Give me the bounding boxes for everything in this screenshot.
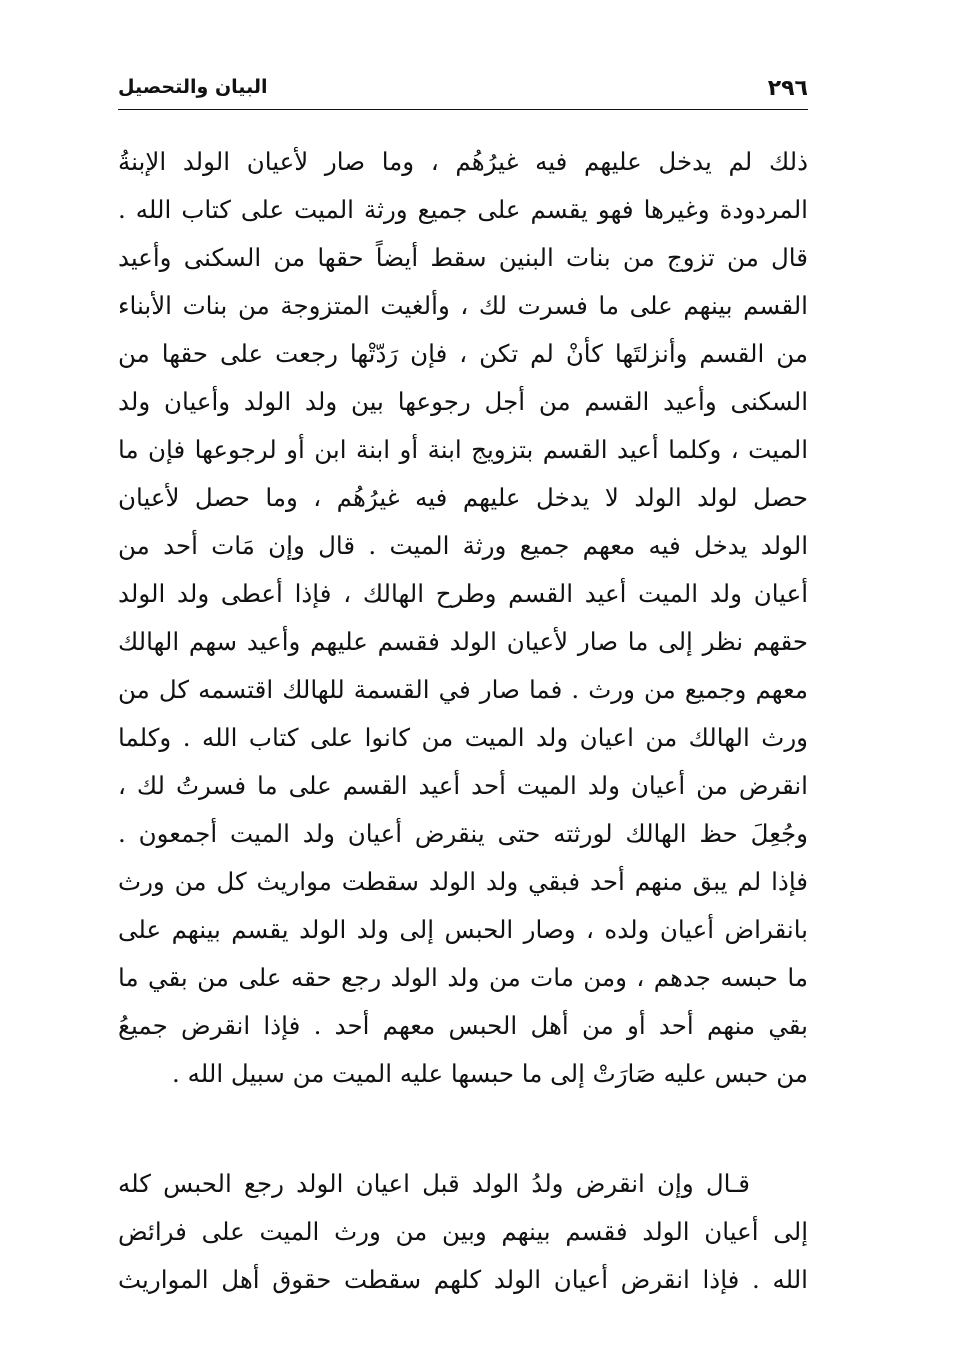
- text-line: الولد يدخل فيه معهم جميع ورثة الميت . قال وإن مَات أحد من: [118, 531, 808, 560]
- text-line: أعيان ولد الميت أعيد القسم وطرح الهالك ، فإذا أعطى ولد الولد: [118, 579, 808, 608]
- running-title: البيان والتحصيل: [118, 76, 268, 98]
- text-line: القسم بينهم على ما فسرت لك ، وألغيت المتزوجة من بنات الأبناء: [118, 291, 808, 320]
- paragraph-gap: [118, 1098, 808, 1160]
- paragraph-2: [118, 1160, 808, 1304]
- header-divider: [118, 109, 808, 110]
- page-header: [118, 74, 808, 108]
- body-text: [118, 138, 808, 1304]
- text-line: المردودة وغيرها فهو يقسم على جميع ورثة الميت على كتاب الله .: [118, 195, 808, 224]
- text-line: ما حبسه جدهم ، ومن مات من ولد الولد رجع حقه على من بقي ما: [118, 963, 808, 992]
- text-line: حصل لولد الولد لا يدخل عليهم فيه غيرُهُم ، وما حصل لأعيان: [118, 483, 808, 512]
- text-line: فإذا لم يبق منهم أحد فبقي ولد الولد سقطت مواريث كل من ورث: [118, 867, 808, 896]
- page-number: ٢٩٦: [767, 76, 808, 101]
- text-line: قال من تزوج من بنات البنين سقط أيضاً حقها من السكنى وأعيد: [118, 243, 808, 272]
- text-line: بقي منهم أحد أو من أهل الحبس معهم أحد . فإذا انقرض جميعُ: [118, 1011, 808, 1040]
- text-line: من القسم وأنزلتَها كأنْ لم تكن ، فإن رَدّتْها رجعت على حقها من: [118, 339, 808, 368]
- text-line: حقهم نظر إلى ما صار لأعيان الولد فقسم عليهم وأعيد سهم الهالك: [118, 627, 808, 656]
- text-line: وجُعِلَ حظ الهالك لورثته حتى ينقرض أعيان ولد الميت أجمعون .: [118, 819, 808, 848]
- text-line: إلى أعيان الولد فقسم بينهم وبين من ورث الميت على فرائض: [118, 1217, 808, 1246]
- text-line: ذلك لم يدخل عليهم فيه غيرُهُم ، وما صار لأعيان الولد الإبنةُ: [118, 147, 808, 176]
- text-line: من حبس عليه صَارَتْ إلى ما حبسها عليه الميت من سبيل الله .: [172, 1059, 808, 1088]
- text-line: ورث الهالك من اعيان ولد الميت من كانوا على كتاب الله . وكلما: [118, 723, 808, 752]
- text-line: انقرض من أعيان ولد الميت أحد أعيد القسم على ما فسرتُ لك ،: [118, 771, 808, 800]
- text-line: السكنى وأعيد القسم من أجل رجوعها بين ولد الولد وأعيان ولد: [118, 387, 808, 416]
- text-line: الميت ، وكلما أعيد القسم بتزويج ابنة أو ابنة ابن أو لرجوعها فإن ما: [118, 435, 808, 464]
- text-line: الله . فإذا انقرض أعيان الولد كلهم سقطت حقوق أهل المواريث: [118, 1265, 808, 1294]
- text-line: قـال وإن انقرض ولدُ الولد قبل اعيان الولد رجع الحبس كله: [118, 1169, 750, 1198]
- text-line: بانقراض أعيان ولده ، وصار الحبس إلى ولد الولد يقسم بينهم على: [118, 915, 808, 944]
- paragraph-1: [118, 138, 808, 1098]
- text-line: معهم وجميع من ورث . فما صار في القسمة للهالك اقتسمه كل من: [118, 675, 808, 704]
